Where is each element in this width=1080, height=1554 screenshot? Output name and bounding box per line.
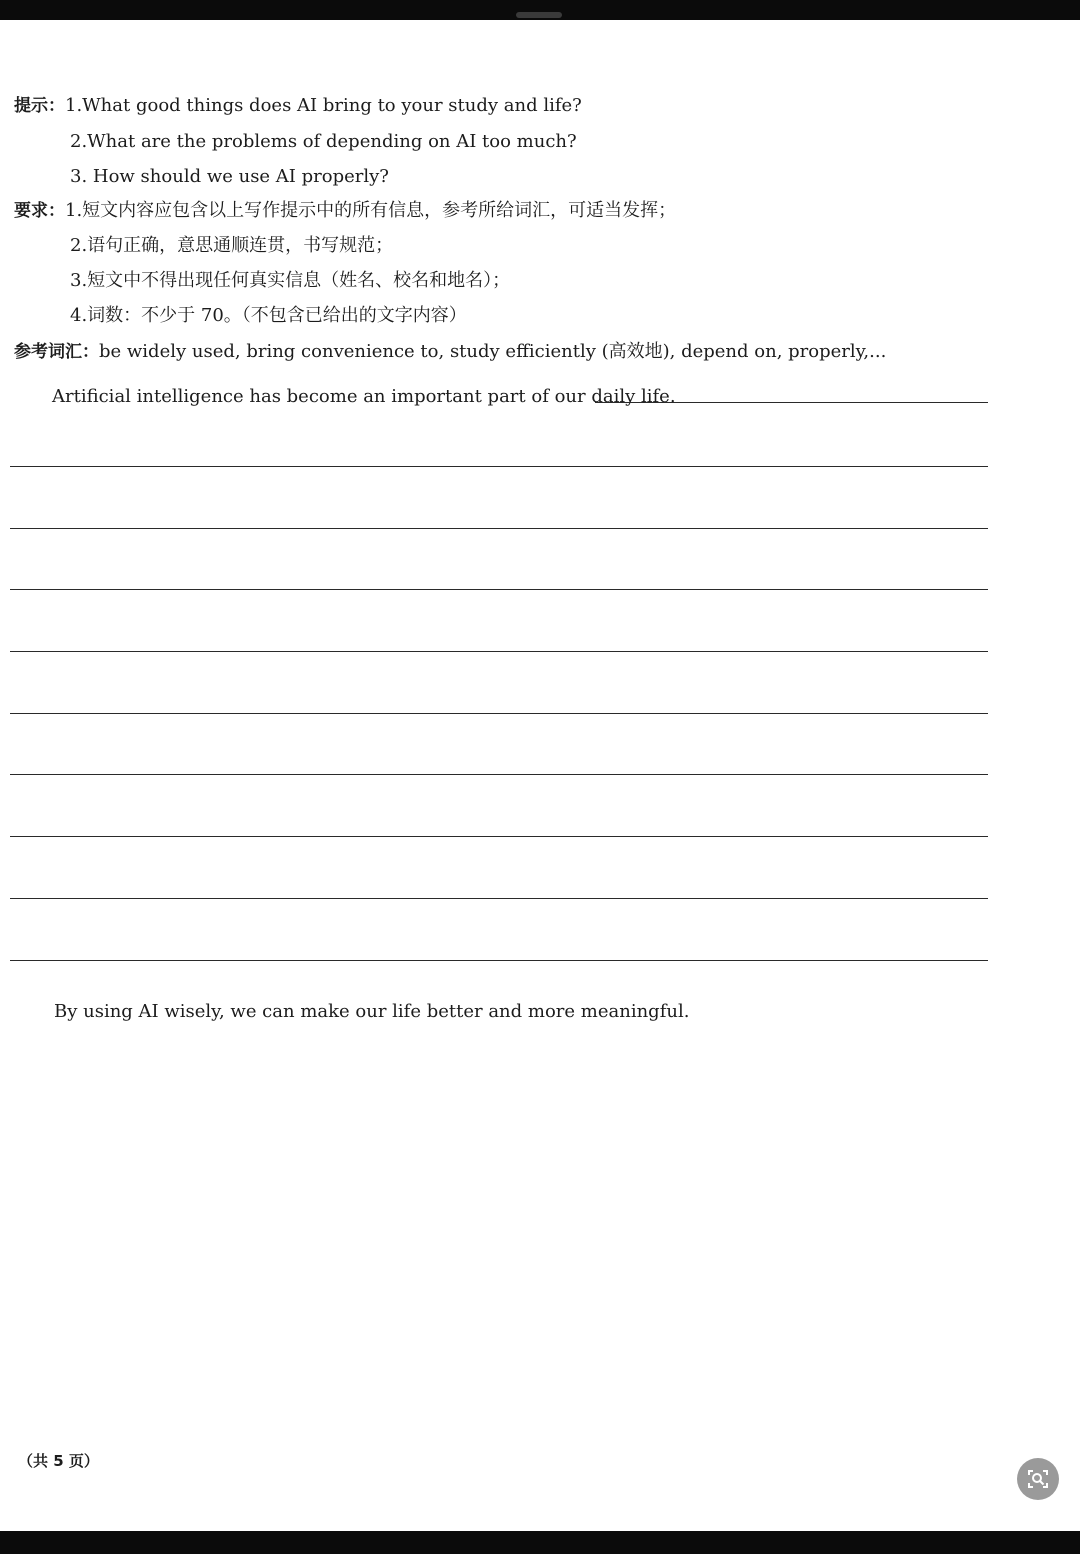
writing-line <box>10 713 988 714</box>
top-status-bar <box>0 0 1080 20</box>
requirement-item: 3.短文中不得出现任何真实信息（姓名、校名和地名）； <box>70 270 511 291</box>
bottom-navigation-bar <box>0 1531 1080 1554</box>
hint-item: 2.What are the problems of depending on AI too much? <box>70 131 577 152</box>
essay-opening-sentence: Artificial intelligence has become an important part of our daily life. <box>52 386 676 407</box>
visual-search-icon <box>1026 1467 1050 1491</box>
hint-line-1 <box>14 94 582 118</box>
requirement-line-1 <box>14 199 676 223</box>
writing-line <box>10 836 988 837</box>
requirement-item: 2.语句正确，意思通顺连贯，书写规范； <box>70 235 394 256</box>
hints-label: 提示： <box>14 96 65 116</box>
vocabulary-label: 参考词汇： <box>14 342 99 362</box>
writing-line <box>10 651 988 652</box>
page-indicator <box>516 12 562 18</box>
writing-line <box>10 466 988 467</box>
hint-item: 1.What good things does AI bring to your study and life? <box>65 95 582 116</box>
writing-line <box>10 589 988 590</box>
writing-line <box>10 898 988 899</box>
vocabulary-line <box>14 340 886 364</box>
writing-line <box>10 528 988 529</box>
requirements-label: 要求： <box>14 201 65 221</box>
visual-search-button[interactable] <box>1017 1458 1059 1500</box>
essay-closing-sentence: By using AI wisely, we can make our life better and more meaningful. <box>54 1001 690 1022</box>
writing-line <box>595 402 988 403</box>
requirement-item: 4.词数：不少于 70。（不包含已给出的文字内容） <box>70 305 467 326</box>
requirement-item: 1.短文内容应包含以上写作提示中的所有信息，参考所给词汇，可适当发挥； <box>65 200 677 221</box>
page-count-footer: （共 5 页） <box>18 1452 99 1470</box>
vocabulary-text: be widely used, bring convenience to, study efficiently (高效地), depend on, properly,... <box>99 341 887 362</box>
writing-line <box>10 774 988 775</box>
hint-item: 3. How should we use AI properly? <box>70 166 389 187</box>
writing-line <box>10 960 988 961</box>
